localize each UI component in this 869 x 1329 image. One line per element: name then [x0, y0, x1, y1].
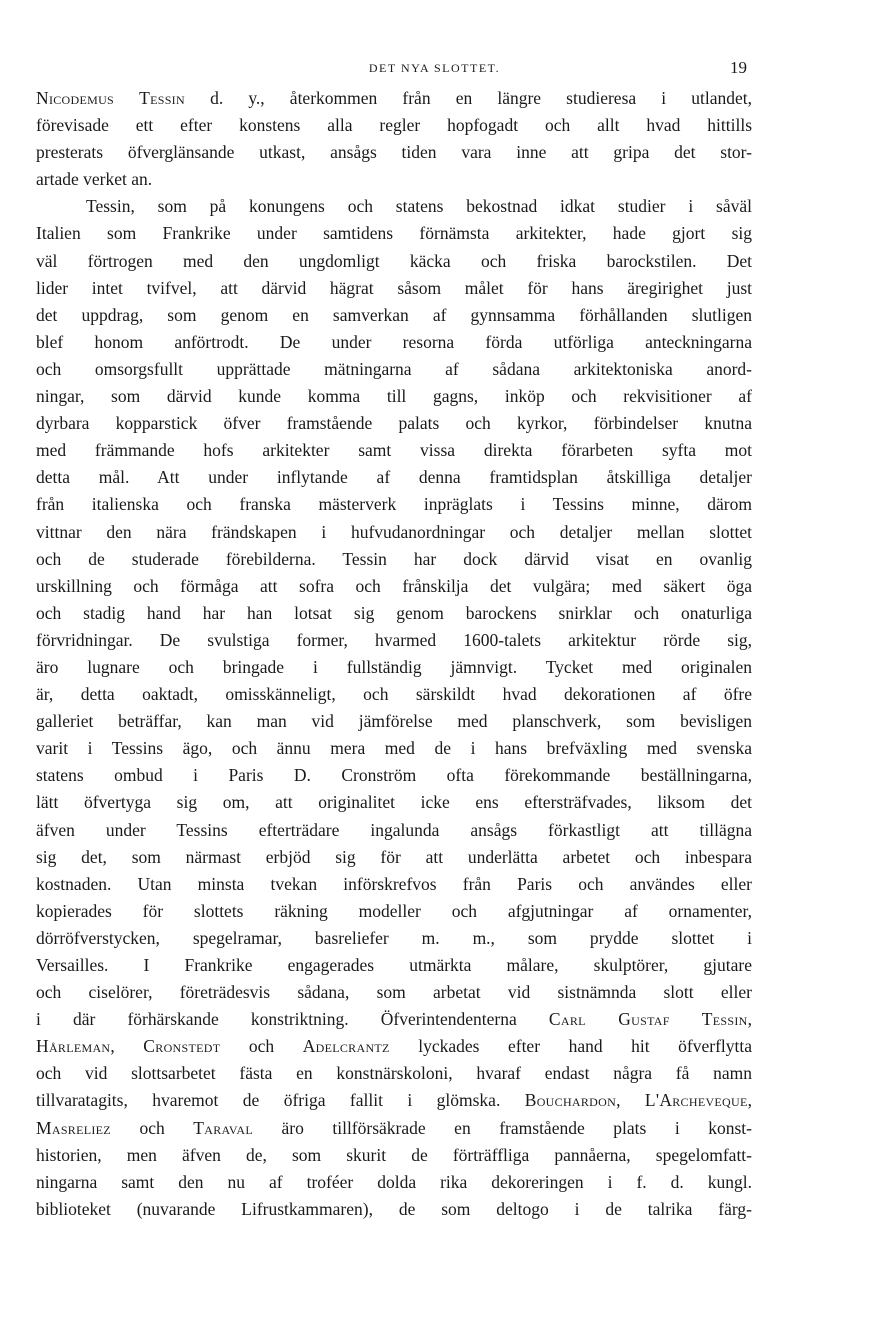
text-run: , [616, 1090, 645, 1111]
text-run: , [747, 1009, 752, 1030]
text-line [36, 925, 752, 952]
text-line [36, 762, 752, 789]
text-run: äro lugnare och bringade i fullständig jämnvigt. Tycket med originalen [36, 656, 752, 677]
text-line [36, 1033, 752, 1060]
text-run: d. y., återkommen från en längre studieresa i utlandet, [184, 88, 753, 108]
text-run: detta mål. Att under inflytande af denna framtidsplan åtskilliga detaljer [36, 467, 752, 488]
person-name: Cronstedt [143, 1036, 221, 1057]
text-run: äro tillförsäkrade en framstående plats i konst- [252, 1117, 752, 1138]
text-line [36, 112, 752, 139]
page-number: 19 [730, 58, 747, 77]
text-run: och vid slottsarbetet fästa en konstnärskoloni, hvaraf endast några få namn [36, 1063, 752, 1084]
text-run: , [747, 1090, 752, 1111]
text-run: dörröfverstycken, spegelramar, basreliefer m. m., som prydde slottet i [36, 927, 752, 948]
text-line [36, 1006, 752, 1033]
text-run: Versailles. I Frankrike engagerades utmärkta målare, skulptörer, gjutare [36, 955, 752, 975]
text-run: och [110, 1117, 194, 1138]
text-line [36, 1060, 752, 1087]
text-line [36, 898, 752, 925]
text-run: artade verket an. [36, 169, 153, 190]
text-run: urskillning och förmåga att sofra och frånskilja det vulgära; med säkert öga [36, 575, 752, 596]
text-line [36, 220, 752, 247]
text-run: i där förhärskande konstriktning. Öfverintendenterna [36, 1009, 549, 1030]
person-name: L'Archeveque [644, 1090, 748, 1111]
running-header [0, 58, 869, 78]
text-line [36, 546, 752, 573]
text-line [36, 979, 752, 1006]
text-run: presterats öfverglänsande utkast, ansågs tiden vara inne att gripa det stor- [36, 142, 752, 163]
person-name: Bouchardon [524, 1090, 617, 1111]
text-line [36, 789, 752, 816]
text-run: historien, men äfven de, som skurit de förträffliga pannåerna, spegelomfatt- [36, 1144, 752, 1165]
text-line [36, 383, 752, 410]
text-line [36, 1142, 752, 1169]
text-run: ningar, som därvid kunde komma till gagns, inköp och rekvisitioner af [36, 386, 752, 407]
person-name: Nicodemus Tessin [36, 88, 185, 108]
text-line [36, 681, 752, 708]
text-line [36, 952, 752, 979]
text-run: och omsorgsfullt upprättade mätningarna af sådana arkitektoniska anord- [36, 358, 752, 379]
text-line [36, 627, 752, 654]
text-line [36, 844, 752, 871]
text-run: varit i Tessins ägo, och ännu mera med de i hans brefväxling med svenska [36, 738, 752, 759]
text-line [36, 410, 752, 437]
text-line [36, 1087, 752, 1114]
text-run: statens ombud i Paris D. Cronström ofta förekommande beställningarna, [36, 765, 752, 786]
text-run: och stadig hand har han lotsat sig genom barockens snirklar och onaturliga [36, 602, 752, 623]
text-run: är, detta oaktadt, omisskänneligt, och särskildt hvad dekorationen af öfre [36, 684, 752, 705]
text-run: äfven under Tessins efterträdare ingalunda ansågs förkastligt att tillägna [36, 819, 752, 840]
text-run: och ciselörer, företrädesvis sådana, som arbetat vid sistnämnda slott eller [36, 982, 752, 1003]
text-line [36, 1169, 752, 1196]
text-run: lider intet tvifvel, att därvid hägrat såsom målet för hans äregirighet just [36, 277, 752, 298]
text-run: Tessin, som på konungens och statens bekostnad idkat studier i såväl [86, 196, 752, 217]
text-line [36, 356, 752, 383]
text-line [36, 708, 752, 735]
text-run: förevisade ett efter konstens alla regler hopfogadt och allt hvad hittills [36, 115, 752, 136]
text-run: Italien som Frankrike under samtidens förnämsta arkitekter, hade gjort sig [36, 223, 752, 244]
person-name: Hårleman [36, 1036, 111, 1057]
text-run: och de studerade förebilderna. Tessin har dock därvid visat en ovanlig [36, 548, 752, 569]
text-line [36, 1196, 752, 1223]
text-run: förvridningar. De svulstiga former, hvarmed 1600-talets arkitektur rörde sig, [36, 629, 752, 650]
text-run: kopierades för slottets räkning modeller och afgjutningar af ornamenter, [36, 900, 752, 921]
text-line [36, 817, 752, 844]
person-name: Masreliez [36, 1117, 111, 1138]
text-line [36, 248, 752, 275]
text-line [36, 654, 752, 681]
text-line [36, 302, 752, 329]
text-line [36, 437, 752, 464]
text-line [36, 735, 752, 762]
text-run: dyrbara kopparstick öfver framstående palats och kyrkor, förbindelser knutna [36, 413, 752, 434]
text-line [36, 193, 752, 220]
text-line [36, 600, 752, 627]
text-run: lyckades efter hand hit öfverflytta [389, 1036, 752, 1057]
text-run: med främmande hofs arkitekter samt vissa direkta förarbeten syfta mot [36, 440, 752, 461]
text-run: väl förtrogen med den ungdomligt käcka och friska barockstilen. Det [36, 250, 752, 271]
text-line [36, 329, 752, 356]
person-name: Taraval [193, 1117, 253, 1138]
text-run: ningarna samt den nu af troféer dolda rika dekoreringen i f. d. kungl. [36, 1171, 752, 1192]
text-run: tillvaratagits, hvaremot de öfriga fallit i glömska. [36, 1090, 525, 1111]
text-line [36, 573, 752, 600]
running-title: DET NYA SLOTTET. [368, 61, 501, 75]
text-line [36, 1115, 752, 1142]
text-run: blef honom anförtrodt. De under resorna förda utförliga anteckningarna [36, 331, 752, 352]
text-run: lätt öfvertyga sig om, att originalitet icke ens eftersträfvades, liksom det [36, 792, 752, 813]
text-run: galleriet beträffar, kan man vid jämförelse med planschverk, som bevisligen [36, 711, 752, 732]
text-run: kostnaden. Utan minsta tvekan införskrefvos från Paris och användes eller [36, 873, 752, 894]
text-line [36, 166, 752, 193]
text-run: det uppdrag, som genom en samverkan af gynnsamma förhållanden slutligen [36, 304, 752, 325]
person-name: Adelcrantz [302, 1036, 390, 1057]
text-run: vittnar den nära frändskapen i hufvudanordningar och detaljer mellan slottet [36, 521, 752, 542]
text-line [36, 464, 752, 491]
text-line [36, 85, 752, 112]
text-run: , [110, 1036, 144, 1057]
text-line [36, 139, 752, 166]
text-line [36, 871, 752, 898]
text-run: biblioteket (nuvarande Lifrustkammaren), de som deltogo i de talrika färg- [36, 1198, 752, 1219]
text-line [36, 275, 752, 302]
text-run: sig det, som närmast erbjöd sig för att underlätta arbetet och inbespara [36, 846, 752, 867]
person-name: Carl Gustaf Tessin [548, 1009, 748, 1030]
text-run: och [220, 1036, 303, 1057]
text-run: från italienska och franska mästerverk inpräglats i Tessins minne, därom [36, 494, 752, 515]
text-line [36, 519, 752, 546]
text-line [36, 491, 752, 518]
body-text [36, 85, 752, 1223]
